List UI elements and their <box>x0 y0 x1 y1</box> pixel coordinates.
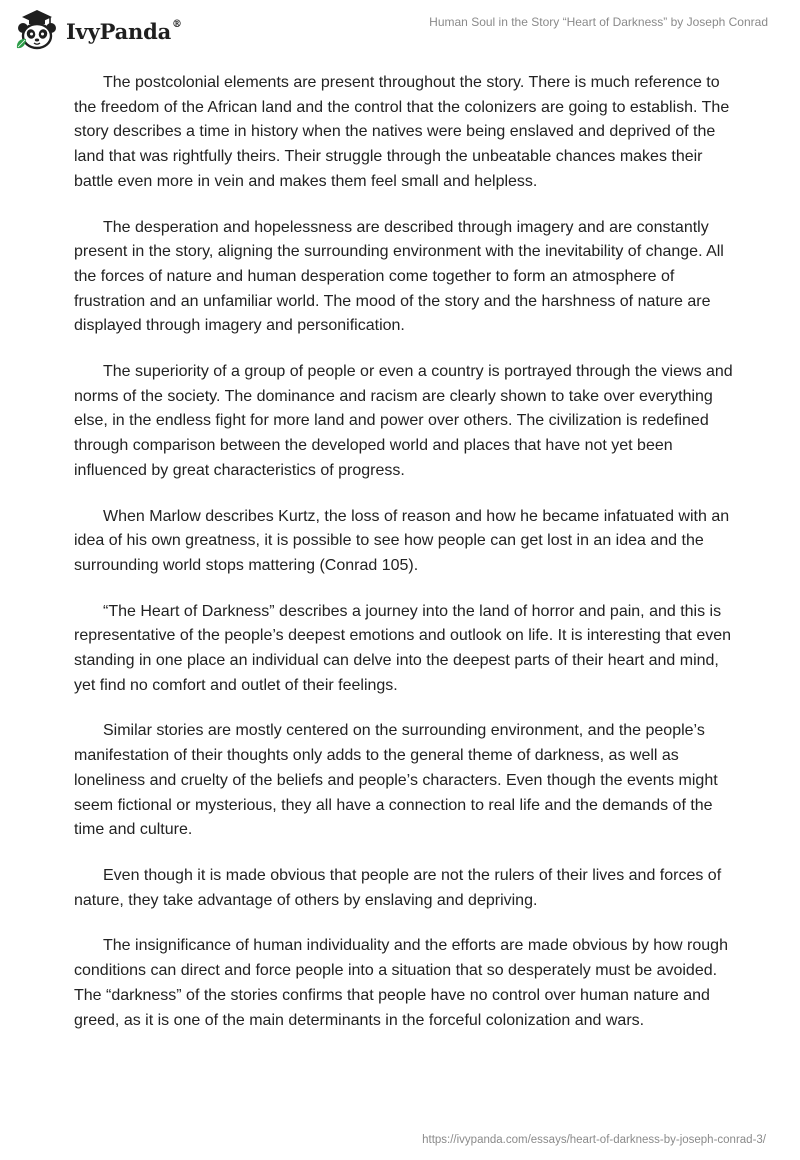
essay-body <box>74 71 734 1054</box>
paragraph: The desperation and hopelessness are described through imagery and are constantly present in the story, aligning the surrounding environment with the inevitability of change. All the forces of nature and human desperation come together to form an atmosphere of frustration and an unfamiliar world. The mood of the story and the harshness of nature are displayed through imagery and personification. <box>74 218 724 335</box>
page-header <box>0 0 800 60</box>
paragraph: When Marlow describes Kurtz, the loss of reason and how he became infatuated with an idea of his own greatness, it is possible to see how people can get lost in an idea and the surrounding world stops mattering (Conrad 105). <box>74 507 730 574</box>
paragraph: The insignificance of human individuality and the efforts are made obvious by how rough conditions can direct and force people into a situation that so desperately must be avoided. The “darkness” of the stories confirms that people have no control over human nature and greed, as it is one of the main determinants in the forceful colonization and wars. <box>74 937 728 1029</box>
panda-graduate-icon <box>14 8 60 52</box>
brand-name: IvyPanda® <box>66 18 182 44</box>
source-url[interactable]: https://ivypanda.com/essays/heart-of-darkness-by-joseph-conrad-3/ <box>422 1134 766 1146</box>
paragraph: The postcolonial elements are present throughout the story. There is much reference to the freedom of the African land and the control that the colonizers are going to establish. The story describes a time in history when the natives were being enslaved and deprived of the land that was rightfully theirs. Their struggle through the unbeatable chances makes their battle even more in vein and makes them feel small and helpless. <box>74 74 730 190</box>
document-title: Human Soul in the Story “Heart of Darkness” by Joseph Conrad <box>429 15 768 29</box>
paragraph: Similar stories are mostly centered on the surrounding environment, and the people’s manifestation of their thoughts only adds to the general theme of darkness, as well as loneliness and cruelty of the beliefs and people’s characters. Even though the events might seem fictional or mysterious, they all have a connection to real life and the demands of the time and culture. <box>74 722 718 839</box>
paragraph: Even though it is made obvious that people are not the rulers of their lives and forces of nature, they take advantage of others by enslaving and depriving. <box>74 866 722 909</box>
paragraph: “The Heart of Darkness” describes a journey into the land of horror and pain, and this is representative of the people’s deepest emotions and outlook on life. It is interesting that even standing in one place an individual can delve into the deepest parts of their heart and mind, yet find no comfort and outlet of their feelings. <box>74 602 732 694</box>
ivypanda-logo[interactable] <box>14 8 182 52</box>
paragraph: The superiority of a group of people or even a country is portrayed through the views and norms of the society. The dominance and racism are clearly shown to take over everything else, in the endless fight for more land and power over others. The civilization is redefined through comparison between the developed world and places that have not yet been influenced by great characteristics of progress. <box>74 363 733 479</box>
